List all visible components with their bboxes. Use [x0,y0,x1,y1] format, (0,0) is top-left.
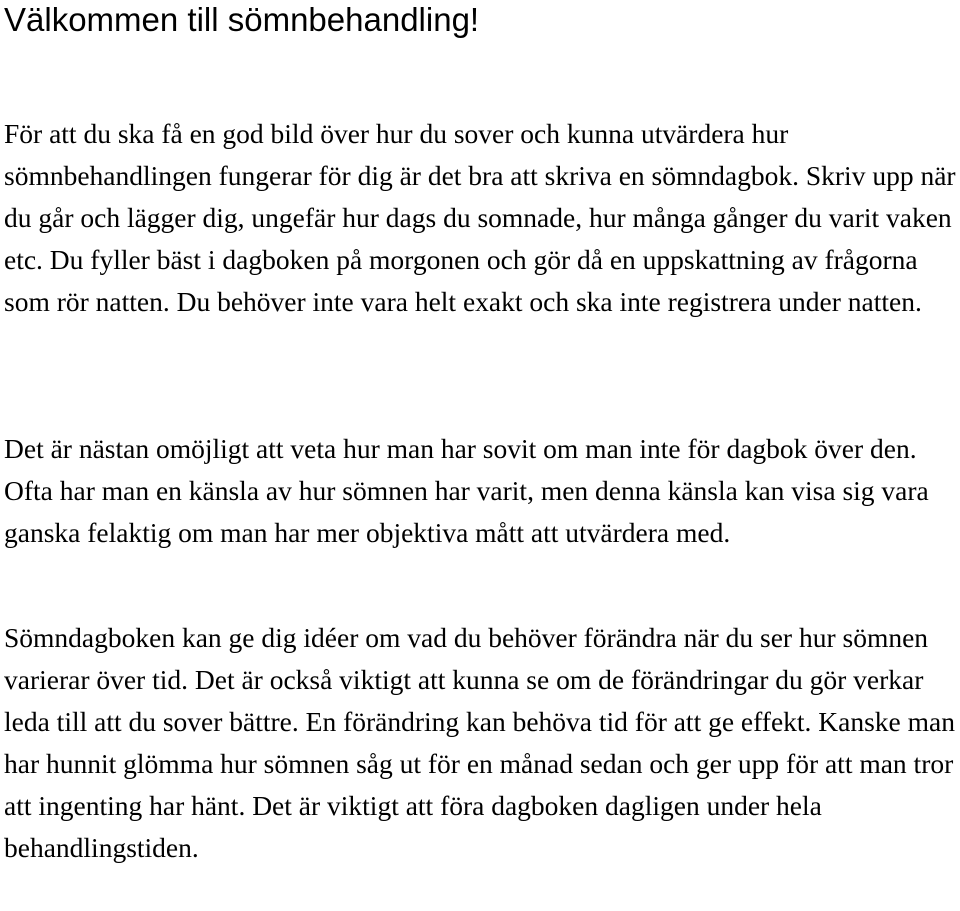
document-page [4,0,956,863]
paragraph-2: Det är nästan omöjligt att veta hur man har sovit om man inte för dagbok över den. Ofta har man en känsla av hur sömnen har varit, men denna känsla kan visa sig vara ganska felaktig om man har mer objektiva mått att utvärdera med. [4,433,929,548]
paragraph-1: För att du ska få en god bild över hur du sover och kunna utvärdera hur sömnbehandlingen fungerar för dig är det bra att skriva en sömndagbok. Skriv upp när du går och lägger dig, ungefär hur dags du somnade, hur många gånger du varit vaken etc. Du fyller bäst i dagboken på morgonen och gör då en uppskattning av frågorna som rör natten. Du behöver inte vara helt exakt och ska inte registrera under natten. [4,118,956,317]
page-title: Välkommen till sömnbehandling! [4,1,480,38]
paragraph-3: Sömndagboken kan ge dig idéer om vad du behöver förändra när du ser hur sömnen varierar över tid. Det är också viktigt att kunna se om de förändringar du gör verkar leda till att du sover bättre. En förändring kan behöva tid för att ge effekt. Kanske man har hunnit glömma hur sömnen såg ut för en månad sedan och ger upp för att man tror att ingenting har hänt. Det är viktigt att föra dagboken dagligen under hela behandlingstiden. [4,622,955,863]
